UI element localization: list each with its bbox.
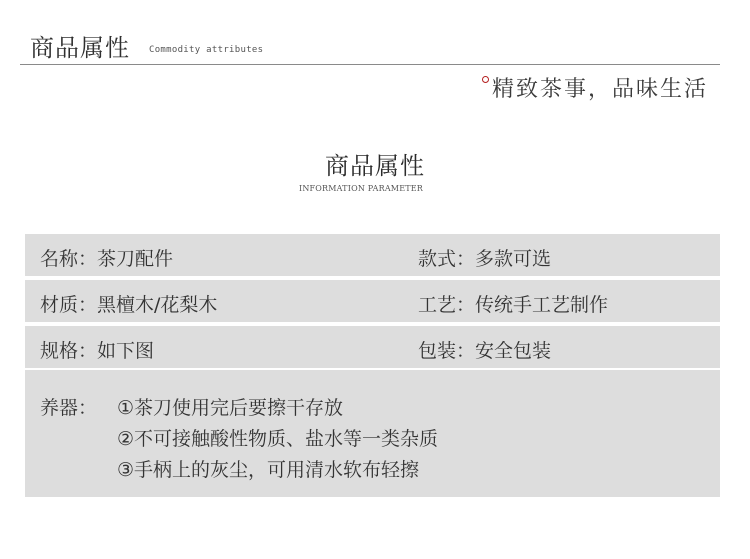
header-title: 商品属性 xyxy=(30,34,130,62)
circle-bullet-icon xyxy=(482,76,489,83)
section-subtitle: INFORMATION PARAMETER xyxy=(298,184,424,193)
care-instructions xyxy=(25,370,720,497)
attribute-packaging: 包装：安全包装 xyxy=(418,340,552,362)
attribute-row xyxy=(25,280,720,322)
page-header xyxy=(20,24,720,65)
section-title: 商品属性 xyxy=(325,152,425,180)
care-label: 养器： xyxy=(40,397,98,419)
attribute-row xyxy=(25,326,720,368)
slogan xyxy=(492,72,708,103)
care-line: ③手柄上的灰尘，可用清水软布轻擦 xyxy=(117,459,420,481)
header-subtitle: Commodity attributes xyxy=(149,45,264,55)
care-line: ①茶刀使用完后要擦干存放 xyxy=(117,397,344,419)
attribute-material: 材质：黑檀木/花梨木 xyxy=(40,294,218,316)
attribute-name: 名称：茶刀配件 xyxy=(40,248,174,270)
attribute-spec: 规格：如下图 xyxy=(40,340,155,362)
attribute-craft: 工艺：传统手工艺制作 xyxy=(418,294,609,316)
care-line: ②不可接触酸性物质、盐水等一类杂质 xyxy=(117,428,439,450)
attribute-style: 款式：多款可选 xyxy=(418,248,552,270)
attribute-row xyxy=(25,234,720,276)
slogan-text: 精致茶事，品味生活 xyxy=(491,77,708,102)
